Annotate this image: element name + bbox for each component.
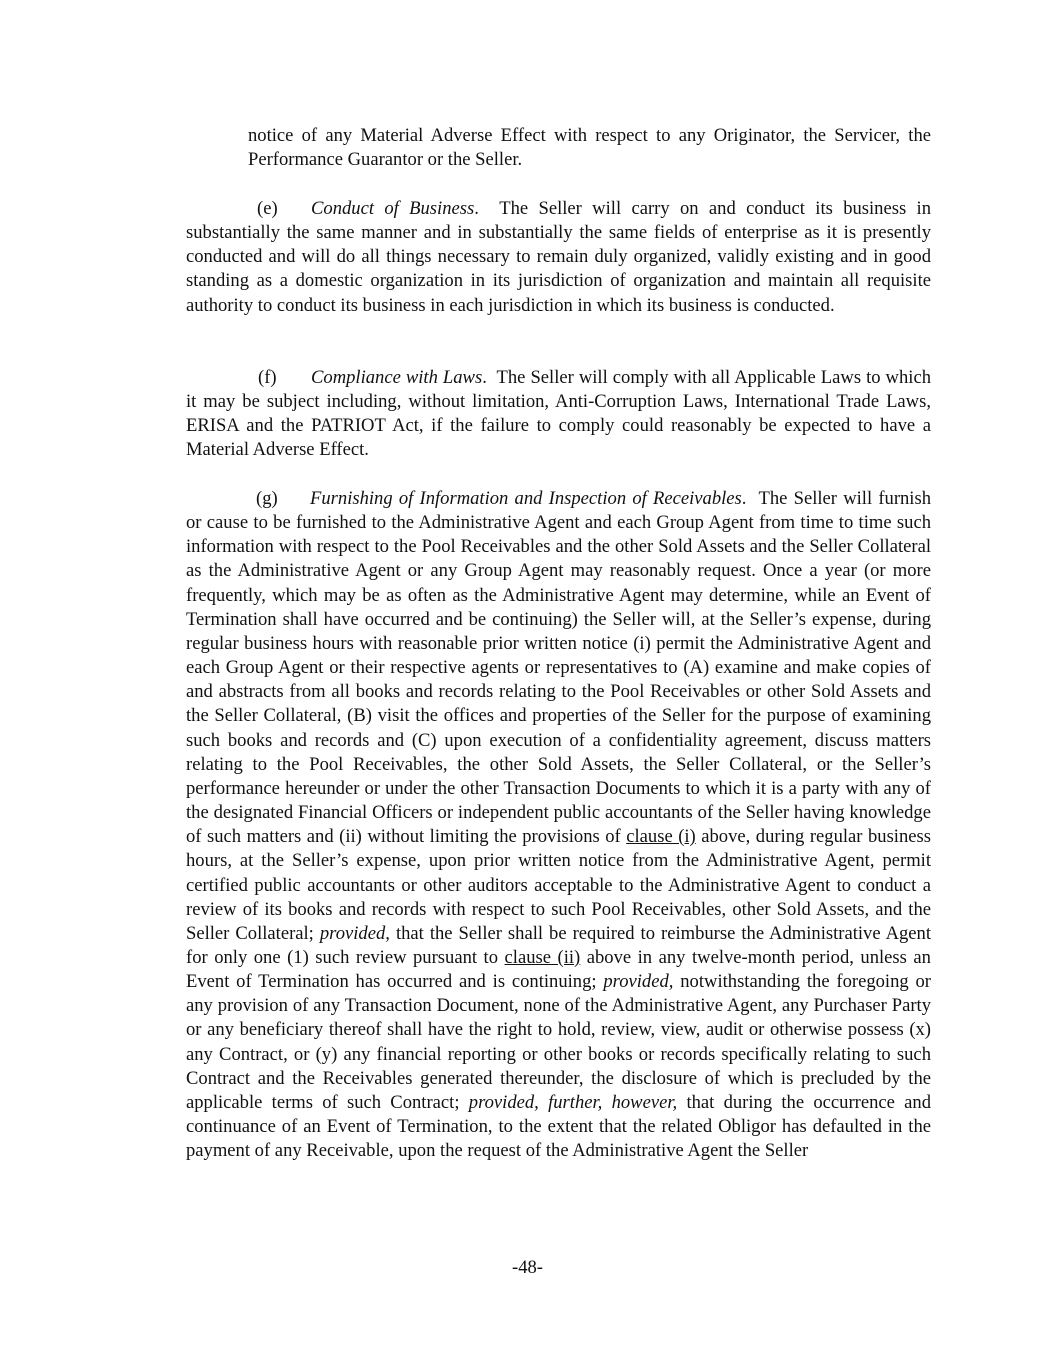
section-f-heading: Compliance with Laws — [311, 367, 483, 388]
section-f-body: The Seller will comply with all Applicable Laws to which it may be subject including, without limitation, Anti-Corruption Laws, International Trade Laws, ERISA and the PATRIOT Act, if the failure to comply could reasonably be expected to have a Material Adverse Effect. — [186, 367, 931, 461]
clause-i-reference: clause (i) — [626, 826, 696, 848]
section-g-paragraph: (g) Furnishing of Information and Inspection of Receivables. The Seller will furnish or cause to be furnished to the Administrative Agent and each Group Agent from time to time such information with respect to the Pool Receivables and the other Sold Assets and the Seller Collateral as the Administrative Agent or any Group Agent may reasonably request. Once a year (or more frequently, which may be as often as the Administrative Agent may determine, while an Event of Termination shall have occurred and be continuing) the Seller will, at the Seller’s expense, during regular business hours with reasonable prior written notice (i) permit the Administrative Agent and each Group Agent or their respective agents or representatives to (A) examine and make copies of and abstracts from all books and records relating to the Pool Receivables or other Sold Assets and the Seller Collateral, (B) visit the offices and properties of the Seller for the purpose of examining such books and records and (C) upon execution of a confidentiality agreement, discuss matters relating to the Pool Receivables, the other Sold Assets, the Seller Collateral, or the Seller’s performance hereunder or under the other Transaction Documents to which it is a party with any of the designated Financial Officers or independent public accountants of the Seller having knowledge of such matters and (ii) without limiting the provisions of clause (i) above, during regular business hours, at the Seller’s expense, upon prior written notice from the Administrative Agent, permit certified public accountants or other auditors acceptable to the Administrative Agent to conduct a review of its books and records with respect to such Pool Receivables, other Sold Assets, and the Seller Collateral; provided, that the Seller shall be required to reimburse the Administrative Agent for only one (1) such review pursuant to clause (ii) above in any twelve-month period, unless an Event of Termination has occurred and is continuing; provided, notwithstanding the foregoing or any provision of any Transaction Document, none of the Administrative Agent, any Purchaser Party or any beneficiary thereof shall have the right to hold, review, view, audit or otherwise possess (x) any Contract, or (y) any financial reporting or other books or records specifically relating to such Contract and the Receivables generated thereunder, the disclosure of which is precluded by the applicable terms of such Contract; provided, further, however, that during the occurrence and continuance of an Event of Termination, to the extent that the related Obligor has defaulted in the payment of any Receivable, upon the request of the Administrative Agent the Seller — [186, 488, 932, 1162]
section-g-text-2: above, during regular business hours, at the Seller’s expense, upon prior written notice from the Administrative Agent, permit certified public accountants or other auditors acceptable to the Administrative Agent to conduct a review of its books and records with respect to such Pool Receivables, other Sold Assets, and the Seller Collateral; — [186, 826, 931, 944]
section-f-paragraph: (f) Compliance with Laws. The Seller will comply with all Applicable Laws to which it may be subject including, without limitation, Anti-Corruption Laws, International Trade Laws, ERISA and the PATRIOT Act, if the failure to comply could reasonably be expected to have a Material Adverse Effect. — [186, 367, 931, 461]
section-e-label: (e) — [257, 198, 278, 219]
provided-term-2: provided, — [603, 971, 674, 993]
section-e-paragraph: (e) Conduct of Business. The Seller will carry on and conduct its business in substantially the same manner and in substantially the same fields of enterprise as it is presently conducted and will do all things necessary to remain duly organized, validly existing and in good standing as a domestic organization in its jurisdiction of organization and maintain all requisite authority to conduct its business in each jurisdiction in which its business is conducted. — [186, 198, 932, 316]
page-number: -48- — [512, 1257, 543, 1278]
provided-term-3: provided, further, however, — [468, 1091, 678, 1113]
section-g-text-5: notwithstanding the foregoing or any provision of any Transaction Document, none of the Administrative Agent, any Purchaser Party or any beneficiary thereof shall have the right to hold, review, view, audit or otherwise possess (x) any Contract, or (y) any financial reporting or other books or records specifically relating to such Contract and the Receivables generated thereunder, the disclosure of which is precluded by the applicable terms of such Contract; — [186, 971, 931, 1113]
section-g-label: (g) — [256, 488, 278, 509]
section-g-text-4: above in any twelve-month period, unless an Event of Termination has occurred and is continuing; — [186, 946, 931, 993]
clause-ii-reference: clause (ii) — [504, 946, 581, 968]
section-e-body: The Seller will carry on and conduct its business in substantially the same manner and in substantially the same fields of enterprise as it is presently conducted and will do all things necessary to remain duly organized, validly existing and in good standing as a domestic organization in its jurisdiction of organization and maintain all requisite authority to conduct its business in each jurisdiction in which its business is conducted. — [186, 198, 932, 316]
provided-term-1: provided, — [319, 922, 390, 944]
section-g-text-3: that the Seller shall be required to reimburse the Administrative Agent for only one (1) such review pursuant to — [186, 922, 932, 968]
continuation-text: notice of any Material Adverse Effect with respect to any Originator, the Servicer, the Performance Guarantor or the Seller. — [248, 125, 931, 171]
section-g-text-1: The Seller will furnish or cause to be furnished to the Administrative Agent and each Group Agent from time to time such information with respect to the Pool Receivables and the other Sold Assets and the Seller Collateral as the Administrative Agent or any Group Agent may reasonably request. Once a year (or more frequently, which may be as often as the Administrative Agent may determine, while an Event of Termination shall have occurred and be continuing) the Seller will, at the Seller’s expense, during regular business hours with reasonable prior written notice (i) permit the Administrative Agent and each Group Agent or their respective agents or representatives to (A) examine and make copies of and abstracts from all books and records relating to the Pool Receivables or other Sold Assets and the Seller Collateral, (B) visit the offices and properties of the Seller for the purpose of examining such books and records and (C) upon execution of a confidentiality agreement, discuss matters relating to the Pool Receivables, the other Sold Assets, the Seller Collateral, or the Seller’s performance hereunder or under the other Transaction Documents to which it is a party with any of the designated Financial Officers or independent public accountants of the Seller having knowledge of such matters and (ii) without limiting the provisions of — [186, 488, 932, 848]
section-e-heading: Conduct of Business — [311, 198, 475, 219]
section-f-label: (f) — [258, 367, 277, 388]
section-g-text-6: that during the occurrence and continuance of an Event of Termination, to the extent that the related Obligor has defaulted in the payment of any Receivable, upon the request of the Administrative Agent the Seller — [186, 1091, 931, 1162]
continuation-paragraph — [248, 124, 931, 172]
section-g-heading: Furnishing of Information and Inspection of Receivables — [310, 488, 742, 509]
